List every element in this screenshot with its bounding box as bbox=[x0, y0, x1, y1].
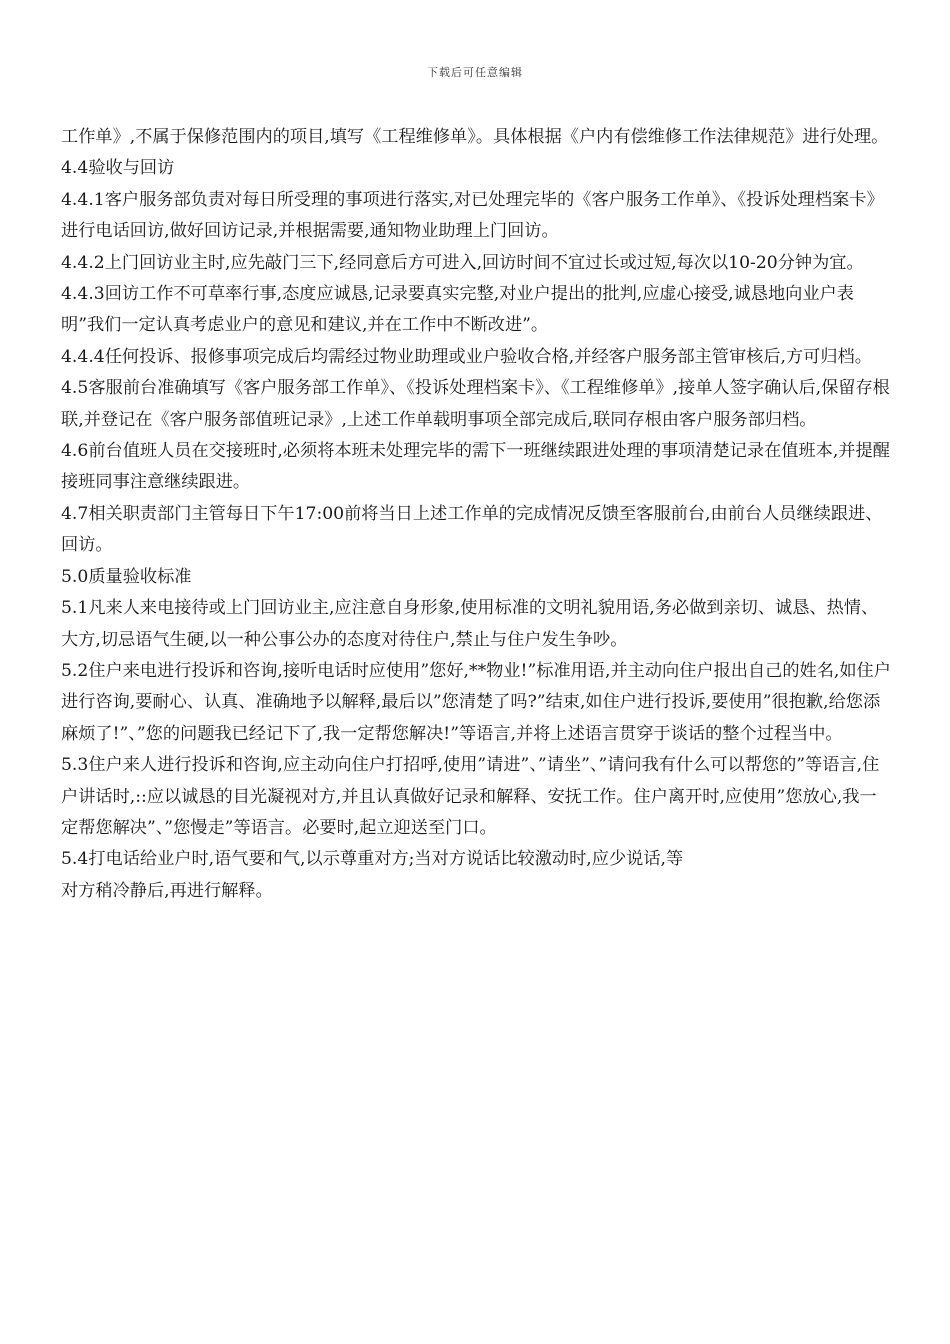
paragraph-5-4: 5.4打电话给业户时,语气要和气,以示尊重对方;当对方说话比较激动时,应少说话,等 bbox=[61, 849, 684, 870]
page-header: 下载后可任意编辑 bbox=[427, 66, 523, 79]
paragraph-5-2: 5.2住户来电进行投诉和咨询,接听电话时应使用”您好,**物业!”标准用语,并主动向住户报出自己的姓名,如住户进行咨询,要耐心、认真、准确地予以解释,最后以”您清楚了吗?”结束,如住户进行投诉,要使用”很抱歉,给您添麻烦了!”、”您的问题我已经记下了,我一定帮您解决!”等语言,并将上述语言贯穿于谈话的整个过程当中。 bbox=[61, 660, 891, 744]
section-heading-4-4: 4.4验收与回访 bbox=[61, 158, 175, 179]
section-heading-5-0: 5.0质量验收标准 bbox=[61, 566, 192, 587]
paragraph-5-4-continuation: 对方稍冷静后,再进行解释。 bbox=[61, 880, 273, 901]
paragraph-4-5: 4.5客服前台准确填写《客户服务部工作单》、《投诉处理档案卡》、《工程维修单》,接单人签字确认后,保留存根联,并登记在《客户服务部值班记录》,上述工作单载明事项全部完成后,联同存根由客户服务部归档。 bbox=[61, 378, 890, 430]
paragraph-4-4-1: 4.4.1客户服务部负责对每日所受理的事项进行落实,对已处理完毕的《客户服务工作单》、《投诉处理档案卡》进行电话回访,做好回访记录,并根据需要,通知物业助理上门回访。 bbox=[61, 189, 884, 242]
paragraph-4-4-2: 4.4.2上门回访业主时,应先敲门三下,经同意后方可进入,回访时间不宜过长或过短,每次以10-20分钟为宜。 bbox=[61, 252, 864, 273]
paragraph-4-6: 4.6前台值班人员在交接班时,必须将本班未处理完毕的需下一班继续跟进处理的事项清楚记录在值班本,并提醒接班同事注意继续跟进。 bbox=[61, 441, 890, 493]
paragraph-5-3: 5.3住户来人进行投诉和咨询,应主动向住户打招呼,使用”请进”、”请坐”、”请问我有什么可以帮您的”等语言,住户讲话时,::应以诚恳的目光凝视对方,并且认真做好记录和解释、安抚工作。住户离开时,应使用”您放心,我一定帮您解决”、”您慢走”等语言。必要时,起立迎送至门口。 bbox=[61, 755, 880, 838]
document-body bbox=[61, 122, 891, 907]
paragraph-5-1: 5.1凡来人来电接待或上门回访业主,应注意自身形象,使用标准的文明礼貌用语,务必做到亲切、诚恳、热情、大方,切忌语气生硬,以一种公事公办的态度对待住户,禁止与住户发生争吵。 bbox=[61, 598, 879, 650]
paragraph-4-4-3: 4.4.3回访工作不可草率行事,态度应诚恳,记录要真实完整,对业户提出的批判,应虚心接受,诚恳地向业户表明”我们一定认真考虑业户的意见和建议,并在工作中不断改进”。 bbox=[61, 284, 854, 336]
paragraph-continuation: 工作单》,不属于保修范围内的项目,填写《工程维修单》。具体根据《户内有偿维修工作法律规范》进行处理。 bbox=[61, 127, 889, 147]
paragraph-4-4-4: 4.4.4任何投诉、报修事项完成后均需经过物业助理或业户验收合格,并经客户服务部主管审核后,方可归档。 bbox=[61, 346, 872, 367]
paragraph-4-7: 4.7相关职责部门主管每日下午17:00前将当日上述工作单的完成情况反馈至客服前台,由前台人员继续跟进、回访。 bbox=[61, 503, 883, 556]
